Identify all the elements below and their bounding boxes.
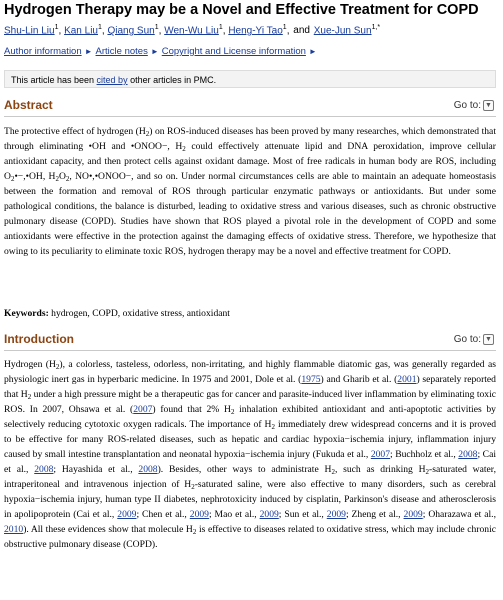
intro-text-run: ; Hayashida et al., [53, 464, 139, 475]
subscript: 2 [10, 175, 15, 183]
abstract-heading: Abstract [4, 98, 53, 112]
author-link[interactable]: Kan Liu [64, 25, 98, 37]
intro-text-run: ). Besides, other ways to administrate H [157, 464, 332, 475]
intro-text-run: ) and Gharib et al. ( [320, 374, 398, 385]
chevron-down-icon[interactable]: ▼ [483, 334, 494, 345]
author-link[interactable]: Wen-Wu Liu [164, 25, 219, 37]
author-list: Shu-Lin Liu$^1$, Kan Liu$^1$, Qiang Sun$^1$, Wen-Wu Liu$^1$, Heng-Yi Tao$^1$, and Xue-Jun Sun$^{1,*}$ [4, 24, 381, 37]
introduction-text [4, 357, 496, 552]
author-information-link[interactable]: Author information [4, 46, 82, 57]
arrow-right-icon: ► [84, 47, 93, 56]
intro-text-run: ; Buchholz et al., [390, 449, 459, 460]
subscript: 2 [65, 175, 70, 183]
citation-link[interactable]: 1975 [301, 374, 321, 385]
goto-menu[interactable] [454, 334, 494, 345]
keywords-label: Keywords: [4, 308, 49, 319]
article-notes-link[interactable]: Article notes [95, 46, 148, 57]
citation-link[interactable]: 2009 [117, 509, 137, 520]
subscript: 2 [331, 468, 335, 476]
affiliation-mark: 1 [54, 24, 59, 31]
citation-link[interactable]: 2008 [34, 464, 54, 475]
arrow-right-icon: ► [150, 47, 159, 56]
chevron-down-icon[interactable]: ▼ [483, 100, 494, 111]
subscript: 2 [191, 483, 195, 491]
intro-text-run: ; Oharazawa et al., [422, 509, 496, 520]
cited-text-after: other articles in PMC. [127, 75, 217, 85]
citation-link[interactable]: 2009 [403, 509, 423, 520]
article-title: Hydrogen Therapy may be a Novel and Effective Treatment for COPD [4, 2, 479, 18]
author-link[interactable]: Qiang Sun [107, 25, 155, 37]
arrow-right-icon: ► [308, 47, 317, 56]
citation-link[interactable]: 2009 [189, 509, 209, 520]
subscript: 2 [425, 468, 430, 476]
article-info-links [4, 46, 320, 57]
citation-link[interactable]: 2007 [370, 449, 391, 460]
subscript: 2 [230, 408, 235, 416]
affiliation-mark: 1 [218, 24, 223, 31]
citation-link[interactable]: 2009 [259, 509, 279, 520]
intro-text-run: ) found that 2% H [152, 404, 231, 415]
subscript: 2 [145, 130, 150, 138]
affiliation-mark: 1,* [371, 24, 381, 31]
subscript: 2 [55, 363, 60, 371]
subscript: 2 [271, 423, 275, 431]
citation-link[interactable]: 2008 [458, 449, 478, 460]
intro-text-run: is effective to diseases related to oxidative stress, which may include chronic obstructive pulmonary disease (COPD). [4, 524, 496, 550]
intro-text-run: ; Zheng et al., [345, 509, 404, 520]
intro-text-run: ; Sun et al., [278, 509, 327, 520]
subscript: 2 [55, 175, 59, 183]
goto-menu[interactable] [454, 100, 494, 111]
citation-link[interactable]: 2001 [397, 374, 417, 385]
citation-link[interactable]: 2008 [138, 464, 158, 475]
intro-text-run: , such as drinking H [334, 464, 426, 475]
citation-link[interactable]: 2007 [133, 404, 153, 415]
intro-text-run: -saturated water, intraperitoneal and intravenous injection of H [4, 464, 496, 490]
abstract-text-run: •−,•OH, H [14, 171, 56, 182]
keywords-line [4, 307, 496, 320]
goto-label: Go to: [453, 334, 481, 346]
subscript: 2 [27, 393, 32, 401]
abstract-text-run: ) on ROS-induced diseases has been proved by many researches, which demonstrated that through eliminating •OH and •ONOO−, H [4, 126, 496, 152]
intro-text-run: immediately drew widespread concerns and it is proved to be effective for many ROS-related diseases, such as hepatic and cardiac hypoxia−ischemia injury, inflammation injury caused by small intestine transplantation and neonatal hypoxia−ischemia injury (Fukuda et al., [4, 419, 496, 460]
author-link[interactable]: Shu-Lin Liu [4, 25, 55, 37]
affiliation-mark: 1 [154, 24, 159, 31]
abstract-text-run: , NO•,•ONOO−, and so on. Under normal circumstances cells are able to maintain an adequate homeostasis between the formation and removal of ROS through particular enzymatic pathways or antioxidants. But under some pathological conditions, the balance is disturbed, leading to oxidative stress and various diseases, such as chronic obstructive pulmonary disease (COPD). Studies have shown that ROS played a pivotal role in the development of COPD and some antioxidants were effective in the protection against the damaging effects of oxidative stress. Therefore, we hypothesize that owing to its peculiarity to eliminate toxic ROS, hydrogen therapy may be a novel and effective treatment for COPD. [4, 171, 496, 257]
cited-by-link[interactable]: cited by [96, 75, 128, 85]
citation-link[interactable]: 2009 [326, 509, 346, 520]
intro-text-run: inhalation exhibited antioxidant and anti-apoptotic activities by selectively reducing cytotoxic oxygen radicals. The importance of H [4, 404, 496, 430]
abstract-text-run: The protective effect of hydrogen (H [4, 126, 146, 137]
citation-link[interactable]: 2010 [4, 524, 24, 535]
abstract-text-run: O [58, 171, 66, 182]
cited-by-notice [4, 70, 496, 88]
keywords-list: hydrogen, COPD, oxidative stress, antioxidant [48, 308, 230, 319]
subscript: 2 [182, 145, 186, 153]
intro-text-run: ) separately reported that H [4, 374, 496, 400]
intro-text-run: -saturated saline, were also effective to many disorders, such as cerebral hypoxia−ischemia injury, human type II diabetes, nephrotoxicity induced by cisplatin, Parkinson's disease and atherosclerosis in apolipoprotein (Cai et al., [4, 479, 496, 520]
introduction-heading: Introduction [4, 332, 74, 346]
cited-text-before: This article has been [11, 75, 97, 85]
introduction-header [4, 332, 496, 351]
affiliation-mark: 1 [97, 24, 102, 31]
affiliation-mark: 1 [282, 24, 287, 31]
intro-text-run: ; Cai et al., [4, 449, 497, 475]
intro-text-run: Hydrogen (H [4, 359, 56, 370]
subscript: 2 [192, 528, 197, 536]
abstract-text-run: could effectively attenuate lipid and DNA peroxidation, improve cellular antioxidant capacity, and then protect cells against oxidant damage. Most of free radicals in human body are ROS, including O [4, 141, 496, 182]
author-link[interactable]: Xue-Jun Sun [313, 25, 372, 37]
intro-text-run: ). All these evidences show that molecule H [23, 524, 193, 535]
abstract-text [4, 124, 496, 259]
intro-text-run: ), a colorless, tasteless, odorless, non-irritating, and highly flammable diatomic gas, was generally regarded as physiologic inert gas in hyperbaric medicine. In 1975 and 2001, Dole et al. ( [4, 359, 496, 385]
goto-label: Go to: [453, 100, 481, 112]
abstract-header [4, 98, 496, 117]
author-link[interactable]: Heng-Yi Tao [228, 25, 283, 37]
copyright-license-link[interactable]: Copyright and License information [161, 46, 306, 57]
authors-conjunction: and [293, 25, 310, 37]
intro-text-run: ; Chen et al., [136, 509, 190, 520]
intro-text-run: ; Mao et al., [208, 509, 260, 520]
intro-text-run: under a high pressure might be a therapeutic gas for cancer and parasite-induced liver inflammation by eliminating toxic ROS. In 2007, Ohsawa et al. ( [4, 389, 496, 415]
